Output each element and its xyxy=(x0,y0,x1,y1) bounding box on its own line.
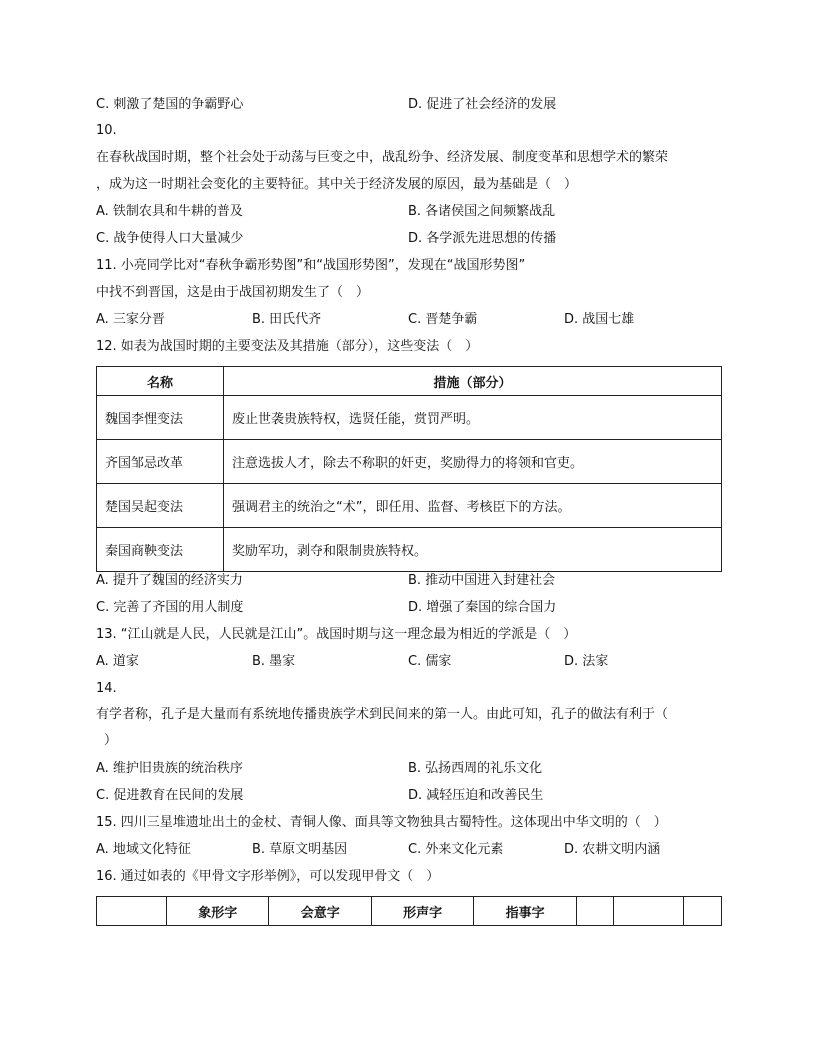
q12-stem: 12. 如表为战国时期的主要变法及其措施（部分），这些变法（ ） xyxy=(96,339,479,354)
table-header-row xyxy=(97,367,722,396)
table-header-empty xyxy=(97,897,167,926)
q13-option-b: B. 墨家 xyxy=(252,654,296,669)
q13-option-d: D. 法家 xyxy=(564,654,609,669)
q10-option-d: D. 各学派先进思想的传播 xyxy=(408,231,557,246)
table-cell-name: 齐国邹忌改革 xyxy=(97,440,224,484)
table-header-ideograph: 会意字 xyxy=(269,897,371,926)
q10-stem-line1: 在春秋战国时期，整个社会处于动荡与巨变之中，战乱纷争、经济发展、制度变革和思想学术的繁荣 xyxy=(96,150,669,165)
table-header-row xyxy=(97,897,722,926)
q14-stem-line2: ） xyxy=(104,733,118,748)
q11-option-c: C. 晋楚争霸 xyxy=(408,312,478,327)
table-header-empty xyxy=(576,897,614,926)
table-row xyxy=(97,484,722,528)
q15-option-c: C. 外来文化元素 xyxy=(408,842,504,857)
q10-option-c: C. 战争使得人口大量减少 xyxy=(96,231,244,246)
q11-stem-line2: 中找不到晋国，这是由于战国初期发生了（ ） xyxy=(96,285,370,300)
q14-option-c: C. 促进教育在民间的发展 xyxy=(96,788,244,803)
q11-option-b: B. 田氏代齐 xyxy=(252,312,322,327)
q13-stem: 13. “江山就是人民，人民就是江山”。战国时期与这一理念最为相近的学派是（ ） xyxy=(96,627,577,642)
q12-option-b: B. 推动中国进入封建社会 xyxy=(408,573,556,588)
table-cell-name: 楚国吴起变法 xyxy=(97,484,224,528)
q12-option-c: C. 完善了齐国的用人制度 xyxy=(96,600,244,615)
table-header-name: 名称 xyxy=(97,367,224,396)
q10-stem-line2: ，成为这一时期社会变化的主要特征。其中关于经济发展的原因，最为基础是（ ） xyxy=(96,177,578,192)
table-cell-measure: 废止世袭贵族特权，选贤任能，赏罚严明。 xyxy=(224,396,722,440)
table-cell-measure: 奖励军功，剥夺和限制贵族特权。 xyxy=(224,528,722,572)
table-header-phonosemantic: 形声字 xyxy=(371,897,473,926)
q12-option-d: D. 增强了秦国的综合国力 xyxy=(408,600,557,615)
table-row xyxy=(97,528,722,572)
q10-option-b: B. 各诸侯国之间频繁战乱 xyxy=(408,204,556,219)
q10-option-a: A. 铁制农具和牛耕的普及 xyxy=(96,204,243,219)
table-header-measures: 措施（部分） xyxy=(224,367,722,396)
q15-option-a: A. 地域文化特征 xyxy=(96,842,191,857)
table-header-indicative: 指事字 xyxy=(474,897,576,926)
q11-option-d: D. 战国七雄 xyxy=(564,312,635,327)
q16-stem: 16. 通过如表的《甲骨文字形举例》，可以发现甲骨文（ ） xyxy=(96,869,440,884)
table-cell-measure: 强调君主的统治之“术”，即任用、监督、考核臣下的方法。 xyxy=(224,484,722,528)
table-row xyxy=(97,440,722,484)
q14-stem-line1: 有学者称，孔子是大量而有系统地传播贵族学术到民间来的第一人。由此可知，孔子的做法有利于（ xyxy=(96,707,669,722)
q14-option-b: B. 弘扬西周的礼乐文化 xyxy=(408,761,543,776)
reform-table xyxy=(96,366,722,572)
q10-number: 10. xyxy=(96,123,117,138)
table-cell-name: 秦国商鞅变法 xyxy=(97,528,224,572)
table-header-pictograph: 象形字 xyxy=(167,897,269,926)
q14-option-a: A. 维护旧贵族的统治秩序 xyxy=(96,761,243,776)
q12-option-a: A. 提升了魏国的经济实力 xyxy=(96,573,243,588)
q13-option-a: A. 道家 xyxy=(96,654,139,669)
table-header-empty xyxy=(614,897,684,926)
q11-option-a: A. 三家分晋 xyxy=(96,312,165,327)
oracle-bone-table xyxy=(96,896,722,926)
q14-option-d: D. 减轻压迫和改善民生 xyxy=(408,788,544,803)
q15-option-d: D. 农耕文明内涵 xyxy=(564,842,661,857)
q15-option-b: B. 草原文明基因 xyxy=(252,842,348,857)
q9-option-d: D. 促进了社会经济的发展 xyxy=(408,97,557,112)
table-row xyxy=(97,396,722,440)
q13-option-c: C. 儒家 xyxy=(408,654,452,669)
table-cell-measure: 注意选拔人才，除去不称职的奸吏，奖励得力的将领和官吏。 xyxy=(224,440,722,484)
table-header-empty xyxy=(684,897,722,926)
table-cell-name: 魏国李悝变法 xyxy=(97,396,224,440)
q11-stem-line1: 11. 小亮同学比对“春秋争霸形势图”和“战国形势图”，发现在“战国形势图” xyxy=(96,258,526,273)
q9-option-c: C. 刺激了楚国的争霸野心 xyxy=(96,97,244,112)
q14-number: 14. xyxy=(96,681,117,696)
q15-stem: 15. 四川三星堆遗址出土的金杖、青铜人像、面具等文物独具古蜀特性。这体现出中华文明的（ ） xyxy=(96,815,667,830)
